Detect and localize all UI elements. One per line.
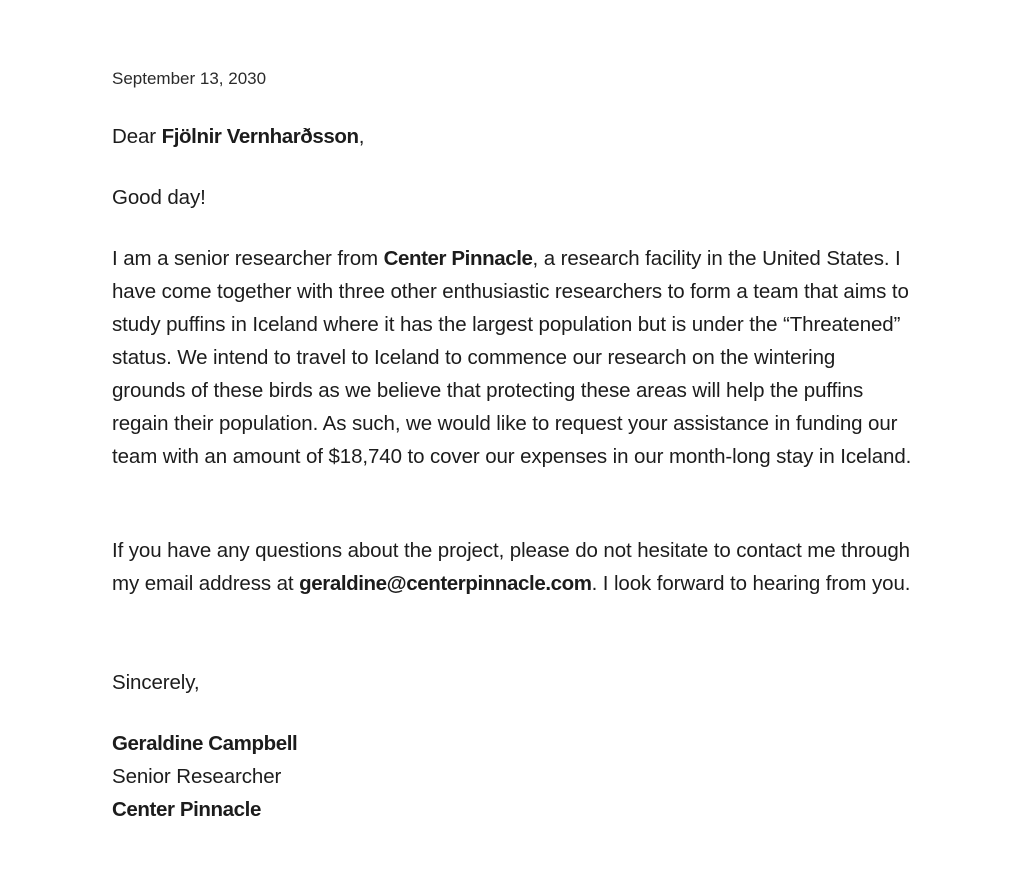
closing: Sincerely, (112, 671, 200, 694)
recipient-name: Fjölnir Vernharðsson (161, 125, 359, 148)
letter-date: September 13, 2030 (112, 69, 267, 88)
body1-text-end: , a research facility in the United States. I have come together with three other enthusiastic researchers to form a team that aims to study puffins in Iceland where it has the largest population but is under the “Threatened” status. We intend to travel to Iceland to commence our research on the wintering grounds of these birds as we believe that protecting these areas will help the puffins regain their population. As such, we would like to request your assistance in funding our team with an amount of $18,740 to cover our expenses in our month-long stay in Iceland. (112, 247, 912, 468)
signature-name: Geraldine Campbell (112, 732, 298, 755)
salutation-suffix: , (358, 125, 365, 148)
body2-text-end: . I look forward to hearing from you. (591, 572, 911, 595)
body1-text-start: I am a senior researcher from (112, 247, 384, 270)
body-paragraph-request (112, 242, 912, 473)
greeting: Good day! (112, 186, 206, 209)
signature-title: Senior Researcher (112, 765, 282, 788)
salutation (112, 120, 912, 153)
contact-email: geraldine@centerpinnacle.com (299, 572, 592, 595)
salutation-prefix: Dear (112, 125, 162, 148)
body-paragraph-contact (112, 534, 912, 600)
body2-text-start: If you have any questions about the project, please do not hesitate to contact me through my email address at (112, 539, 910, 595)
signature-organization: Center Pinnacle (112, 798, 261, 821)
organization-name: Center Pinnacle (383, 247, 533, 270)
